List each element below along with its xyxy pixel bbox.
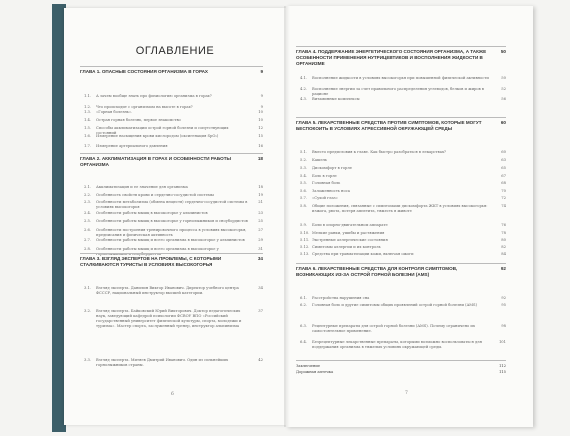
- section-title: Симптомы аллергии и их контроль: [312, 245, 381, 249]
- section-page-number: 18: [258, 185, 263, 189]
- section-title: Заложенность носа: [312, 189, 350, 193]
- section-page-number: 23: [258, 211, 263, 215]
- section-page-number: 27: [258, 228, 263, 232]
- section-page-number: 84: [501, 252, 506, 256]
- section-number: 1.3.: [84, 110, 92, 114]
- section-entry: [300, 231, 506, 236]
- section-entry: [300, 204, 506, 214]
- section-entry: [300, 174, 506, 179]
- section-entry: [300, 158, 506, 163]
- section-number: 1.7.: [84, 144, 92, 148]
- section-title: Средства при травматизации кожи, включая ожоги: [312, 252, 414, 256]
- section-entry: [300, 150, 506, 155]
- section-number: 2.6.: [84, 228, 92, 232]
- section-number: 6.2.: [300, 303, 308, 307]
- section-title: Взгляд эксперта. Данилин Виктор Иванович. Директор учебного центра ФСССР, национальный инструктор высшей категории.: [96, 286, 239, 295]
- section-title: Акклиматизация и ее значение для организма: [96, 185, 188, 189]
- page-number-right: 7: [405, 391, 408, 396]
- section-number: 3.2.: [84, 309, 92, 313]
- section-entry: [300, 181, 506, 186]
- chapter-divider: [296, 263, 506, 264]
- section-entry: [300, 97, 506, 102]
- closing-page-number: 112: [498, 364, 506, 368]
- section-page-number: 31: [258, 247, 263, 251]
- section-title: Витаминные комплексы: [312, 97, 360, 101]
- section-page-number: 72: [501, 196, 506, 200]
- chapter-title: ГЛАВА 4. ПОДДЕРЖАНИЕ ЭНЕРГЕТИЧЕСКОГО СОСТОЯНИЯ ОРГАНИЗМА, А ТАКЖЕ ОСОБЕННОСТИ ПРИМЕНЕНИЯ НУТРИЦЕВТИКОВ И ВОСПОЛНЕНИЯ ЖИДКОСТИ В ОРГАНИЗМЕ: [296, 49, 487, 66]
- closing-page-number: 115: [498, 370, 506, 374]
- chapter-page-number: 92: [500, 266, 506, 271]
- chapter-page-number: 60: [500, 120, 506, 125]
- chapter-page-number: 50: [500, 49, 506, 54]
- closing-entry: [296, 370, 506, 375]
- section-title: Кашель: [312, 158, 328, 162]
- section-page-number: 95: [501, 303, 506, 307]
- chapter-page-number: 9: [260, 69, 263, 74]
- chapter-divider: [296, 46, 506, 47]
- section-entry: [84, 144, 263, 149]
- section-page-number: 92: [501, 296, 506, 300]
- chapter-divider: [80, 66, 263, 67]
- chapter-entry: [80, 256, 263, 268]
- section-entry: [84, 211, 263, 216]
- right-page: [286, 6, 533, 427]
- section-entry: [300, 252, 506, 257]
- chapter-entry: [80, 69, 263, 75]
- chapter-entry: [296, 266, 506, 278]
- section-number: 2.3.: [84, 200, 92, 204]
- section-entry: [300, 76, 506, 81]
- section-page-number: 10: [258, 118, 263, 122]
- section-title: Особенности работы мышц и всего организма в высокогорье у альпинистов: [96, 238, 245, 242]
- section-page-number: 98: [501, 324, 506, 328]
- section-page-number: 19: [258, 193, 263, 197]
- section-number: 3.1.: [84, 286, 92, 290]
- section-number: 5.13.: [300, 252, 310, 256]
- section-page-number: 70: [501, 189, 506, 193]
- section-title: «Горная болезнь».: [96, 110, 133, 114]
- section-page-number: 9: [260, 94, 263, 98]
- section-entry: [300, 87, 506, 97]
- section-title: Взгляд эксперта. Митяев Дмитрий Иванович. Один из сильнейших горнолыжников страны.: [96, 358, 229, 367]
- section-entry: [300, 166, 506, 171]
- toc-heading: ОГЛАВЛЕНИЕ: [135, 45, 215, 57]
- section-title: Экстренные аллергические состояния: [312, 238, 388, 242]
- section-title: Особенности работы мышц в высокогорье у альпинистов: [96, 211, 208, 215]
- section-title: Боли в опорно-двигательном аппарате: [312, 223, 388, 227]
- section-entry: [84, 286, 263, 296]
- section-entry: [300, 223, 506, 228]
- section-entry: [300, 245, 506, 250]
- section-number: 5.10.: [300, 231, 310, 235]
- section-number: 2.8.: [84, 247, 92, 251]
- section-number: 5.9.: [300, 223, 308, 227]
- section-title: Головная боль: [312, 181, 341, 185]
- section-page-number: 21: [258, 200, 263, 204]
- section-number: 2.5.: [84, 219, 92, 223]
- section-number: 4.3.: [300, 97, 308, 101]
- chapter-page-number: 18: [257, 156, 263, 161]
- section-page-number: 68: [501, 181, 506, 185]
- section-title: Особенности метаболизма (обмена веществ) сердечно-сосудистой системы в условиях высокогорья: [96, 200, 248, 209]
- closing-entry: [296, 364, 506, 369]
- section-number: 1.2.: [84, 105, 92, 109]
- section-title: Острая горная болезнь, первое знакомство: [96, 118, 181, 122]
- section-page-number: 42: [258, 358, 263, 362]
- section-entry: [300, 296, 506, 301]
- section-title: Общие положения, связанные с симптомами дискомфорта ЖКТ в условиях высокогорья: изжога, рвота, потеря аппетита, тяжесть в животе: [312, 204, 488, 213]
- section-title: Расстройства нарушения сна: [312, 296, 370, 300]
- section-title: Восполнение жидкости в условиях высокогорья при повышенной физической активности: [312, 76, 489, 80]
- section-page-number: 76: [501, 223, 506, 227]
- section-page-number: 101: [498, 340, 506, 344]
- section-entry: [84, 185, 263, 190]
- section-number: 1.5.: [84, 126, 92, 130]
- section-entry: [300, 340, 506, 350]
- section-page-number: 60: [501, 150, 506, 154]
- section-entry: [300, 189, 506, 194]
- section-number: 3.3.: [84, 358, 92, 362]
- section-title: Мелкие ранки, ушибы и растяжения: [312, 231, 385, 235]
- section-entry: [84, 219, 263, 224]
- section-entry: [84, 309, 263, 329]
- section-page-number: 56: [501, 97, 506, 101]
- section-number: 2.4.: [84, 211, 92, 215]
- section-page-number: 9: [260, 105, 263, 109]
- section-number: 6.3.: [300, 324, 308, 328]
- section-entry: [300, 196, 506, 201]
- section-page-number: 63: [501, 158, 506, 162]
- section-title: Восполнение энергии за счет правильного распределения углеводов, белков и жиров в рационе: [312, 87, 484, 96]
- section-entry: [84, 238, 263, 243]
- closing-title: Дорожная аптечка: [296, 370, 334, 374]
- section-number: 5.12.: [300, 245, 310, 249]
- chapter-title: ГЛАВА 6. ЛЕКАРСТВЕННЫЕ СРЕДСТВА ДЛЯ КОНТРОЛЯ СИМПТОМОВ, ВОЗНИКАЮЩИХ ИЗ-ЗА ОСТРОЙ ГОРНОЙ БОЛЕЗНИ (AMS): [296, 266, 458, 277]
- section-title: А зачем вообще знать про физиологию организма в горах?: [96, 94, 212, 98]
- chapter-title: ГЛАВА 5. ЛЕКАРСТВЕННЫЕ СРЕДСТВА ПРОТИВ СИМПТОМОВ, КОТОРЫЕ МОГУТ БЕСПОКОИТЬ В УСЛОВИЯХ АГРЕССИВНОЙ ОКРУЖАЮЩЕЙ СРЕДЫ: [296, 120, 482, 131]
- section-title: Измерение насыщения крови кислородом (оксигенация SpO₂): [96, 134, 219, 138]
- section-page-number: 80: [501, 238, 506, 242]
- section-title: Дискомфорт в горле: [312, 166, 352, 170]
- section-title: Головная боль и другие симптомы общих проявлений острой горной болезни (AMS): [312, 303, 478, 307]
- section-page-number: 82: [501, 245, 506, 249]
- section-number: 5.1.: [300, 150, 308, 154]
- section-title: Взгляд эксперта. Байковский Юрий Викторович. Доктор педагогических наук, заведующий кафедрой психологии ФСВОУ ВПО «Российский государственный университет физической культуры, спорта, молодежи и туризма». Мастер спорта, заслуженный тренер, инструктор альпинизма: [96, 309, 242, 328]
- chapter-divider: [296, 360, 506, 361]
- section-title: Измерение артериального давления: [96, 144, 168, 148]
- section-number: 5.6.: [300, 189, 308, 193]
- section-number: 1.4.: [84, 118, 92, 122]
- section-page-number: 37: [258, 309, 263, 313]
- section-page-number: 29: [258, 238, 263, 242]
- chapter-divider: [80, 253, 263, 254]
- section-entry: [84, 134, 263, 139]
- page-gutter: [284, 6, 290, 427]
- section-number: 5.8.: [300, 204, 308, 208]
- section-number: 1.1.: [84, 94, 92, 98]
- section-entry: [300, 324, 506, 334]
- section-number: 6.1.: [300, 296, 308, 300]
- section-title: Особенности работы мышц в высокогорье у горнолыжников и сноубордистов: [96, 219, 248, 223]
- section-page-number: 34: [258, 286, 263, 290]
- section-page-number: 67: [501, 174, 506, 178]
- section-page-number: 65: [501, 166, 506, 170]
- section-entry: [84, 110, 263, 115]
- page-number-left: 6: [171, 392, 174, 397]
- section-title: Вместо предисловия к главе. Как быстро разобраться в лекарствах?: [312, 150, 446, 154]
- section-page-number: 78: [501, 231, 506, 235]
- left-page: [64, 8, 286, 425]
- section-number: 4.2.: [300, 87, 308, 91]
- section-number: 5.2.: [300, 158, 308, 162]
- section-number: 5.3.: [300, 166, 308, 170]
- chapter-page-number: 34: [257, 256, 263, 261]
- section-number: 2.1.: [84, 185, 92, 189]
- section-title: «Сухой глаз»: [312, 196, 338, 200]
- chapter-entry: [296, 49, 506, 67]
- section-entry: [84, 193, 263, 198]
- section-page-number: 15: [258, 134, 263, 138]
- section-entry: [84, 118, 263, 123]
- chapter-title: ГЛАВА 2. АККЛИМАТИЗАЦИЯ В ГОРАХ И ОСОБЕННОСТИ РАБОТЫ ОРГАНИЗМА: [80, 156, 231, 167]
- section-page-number: 16: [258, 144, 263, 148]
- closing-title: Заключение: [296, 364, 321, 368]
- section-entry: [84, 200, 263, 210]
- section-number: 5.7.: [300, 196, 308, 200]
- section-title: Боль в горле: [312, 174, 337, 178]
- section-page-number: 50: [501, 76, 506, 80]
- section-page-number: 10: [258, 110, 263, 114]
- chapter-title: ГЛАВА 3. ВЗГЛЯД ЭКСПЕРТОВ НА ПРОБЛЕМЫ, С КОТОРЫМИ СТАЛКИВАЮТСЯ ТУРИСТЫ В УСЛОВИЯХ ВЫСОКОГОРЬЯ: [80, 256, 222, 267]
- section-entry: [300, 238, 506, 243]
- section-entry: [84, 94, 263, 99]
- section-title: Особенности работы мышц и всего организма в высокогорье у горнолыжников и сноубордистов: [96, 247, 219, 256]
- section-number: 1.6.: [84, 134, 92, 138]
- section-page-number: 74: [501, 204, 506, 208]
- chapter-divider: [80, 153, 263, 154]
- section-number: 5.11.: [300, 238, 310, 242]
- section-number: 5.4.: [300, 174, 308, 178]
- section-page-number: 12: [258, 126, 263, 130]
- section-number: 4.1.: [300, 76, 308, 80]
- section-title: Рецептурные препараты для острой горной болезни (AMS). Почему ограничено их самостоятельное применение.: [312, 324, 475, 333]
- section-number: 5.5.: [300, 181, 308, 185]
- chapter-entry: [296, 120, 506, 132]
- section-entry: [300, 303, 506, 308]
- chapter-entry: [80, 156, 263, 168]
- section-entry: [84, 358, 263, 368]
- section-number: 6.4.: [300, 340, 308, 344]
- section-title: Особенность свойств крови и сердечно-сосудистой системы: [96, 193, 214, 197]
- section-title: Особенности построения тренировочного процесса в условиях высокогорья, предписания и физическая активность: [96, 228, 247, 237]
- section-title: Способы акклиматизации острой горной болезни и сопутствующих состояний: [96, 126, 229, 135]
- section-title: Безрецептурные лекарственные препараты, которыми возможно воспользоваться для поддержания организма в тяжелых условиях окружающей среды.: [312, 340, 482, 349]
- section-number: 2.7.: [84, 238, 92, 242]
- chapter-divider: [296, 117, 506, 118]
- section-number: 2.2.: [84, 193, 92, 197]
- chapter-title: ГЛАВА 1. ОПАСНЫЕ СОСТОЯНИЯ ОРГАНИЗМА В ГОРАХ: [80, 69, 208, 74]
- section-page-number: 52: [501, 87, 506, 91]
- section-title: Что происходит с организмом на высоте в горах?: [96, 105, 193, 109]
- section-page-number: 25: [258, 219, 263, 223]
- section-entry: [84, 228, 263, 238]
